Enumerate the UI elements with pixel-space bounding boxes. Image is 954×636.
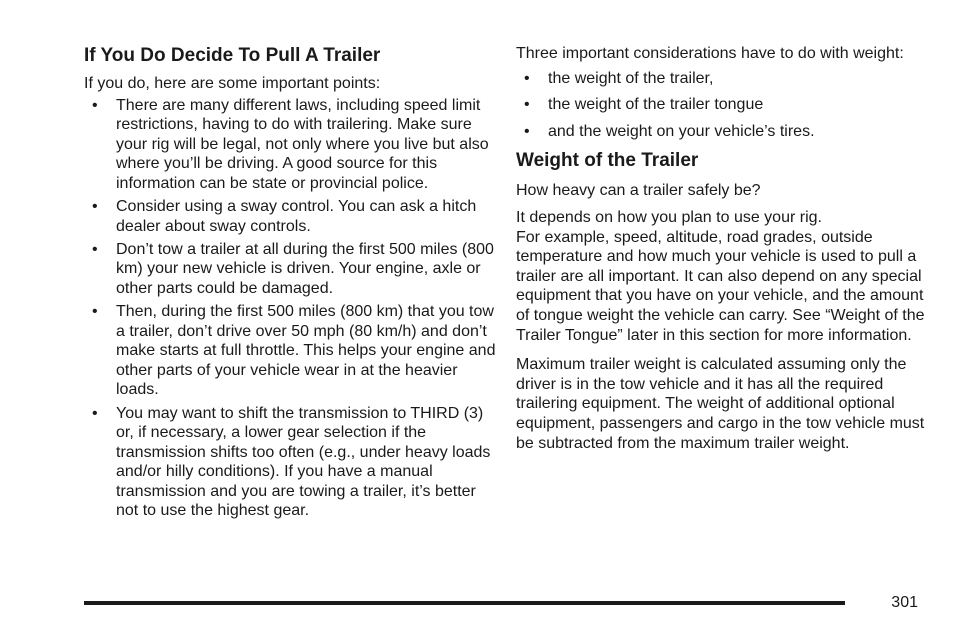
list-item-text: the weight of the trailer,: [548, 69, 714, 87]
list-item: [516, 69, 926, 89]
paragraph-maximum-weight: Maximum trailer weight is calculated assuming only the driver is in the tow vehicle and it has all the required trailering equipment. The weight of additional optional equipment, passengers and cargo in the tow vehicle must be subtracted from the maximum trailer weight.: [516, 356, 925, 452]
bullet-icon: •: [524, 96, 530, 114]
list-item-text: You may want to shift the transmission to THIRD (3) or, if necessary, a lower gear selection if the transmission shifts too often (e.g., under heavy loads and/or hilly conditions). If you have a manual transmission and you are towing a trailer, it’s better not to use the highest gear.: [116, 404, 491, 520]
list-item: [516, 122, 926, 142]
bullet-icon: •: [92, 303, 98, 321]
paragraph-body: For example, speed, altitude, road grades, outside temperature and how much your vehicle is used to pull a trailer are all important. It can also depend on any special equipment that you have on your vehicle, and the amount of tongue weight the vehicle can carry. See “Weight of the Trailer Tongue” later in this section for more information.: [516, 228, 925, 344]
list-item-text: Don’t tow a trailer at all during the first 500 miles (800 km) your new vehicle is driven. Your engine, axle or other parts could be damaged.: [116, 240, 494, 297]
bullet-icon: •: [92, 198, 98, 216]
list-item: [84, 302, 496, 400]
bullet-icon: •: [524, 69, 530, 87]
section-heading-weight-of-trailer: Weight of the Trailer: [516, 150, 699, 172]
weight-considerations-intro: Three important considerations have to do with weight:: [516, 45, 904, 62]
list-item-text: and the weight on your vehicle’s tires.: [548, 122, 815, 140]
list-item: [84, 404, 496, 522]
bullet-icon: •: [92, 240, 98, 258]
paragraph-first-line: It depends on how you plan to use your rig.: [516, 208, 822, 226]
right-column: [516, 44, 926, 453]
list-item: [84, 96, 496, 194]
intro-text: If you do, here are some important points:: [84, 75, 381, 92]
list-item-text: the weight of the trailer tongue: [548, 96, 764, 114]
bullet-icon: •: [92, 96, 98, 114]
list-item: [516, 95, 926, 115]
list-item-text: Consider using a sway control. You can ask a hitch dealer about sway controls.: [116, 198, 477, 235]
list-item: [84, 240, 496, 299]
paragraph-depends: [516, 208, 926, 345]
footer-rule: [84, 601, 845, 605]
list-item-text: There are many different laws, including speed limit restrictions, having to do with trailering. Make sure your rig will be legal, not only where you live but also where you’ll be driving. A good source for this information can be state or provincial police.: [116, 96, 489, 192]
bullet-icon: •: [92, 404, 98, 422]
page-number: 301: [891, 594, 918, 611]
section-heading-pull-trailer: If You Do Decide To Pull A Trailer: [84, 45, 381, 66]
important-points-list: [84, 96, 496, 521]
list-item: [84, 197, 496, 236]
list-item-text: Then, during the first 500 miles (800 km) that you tow a trailer, don’t drive over 50 mph (80 km/h) and don’t make starts at full throttle. This helps your engine and other parts of your vehicle wear in at the heavier loads.: [116, 303, 496, 399]
left-column: [84, 44, 496, 525]
weight-considerations-list: [516, 69, 926, 142]
question-text: How heavy can a trailer safely be?: [516, 182, 761, 200]
bullet-icon: •: [524, 122, 530, 140]
